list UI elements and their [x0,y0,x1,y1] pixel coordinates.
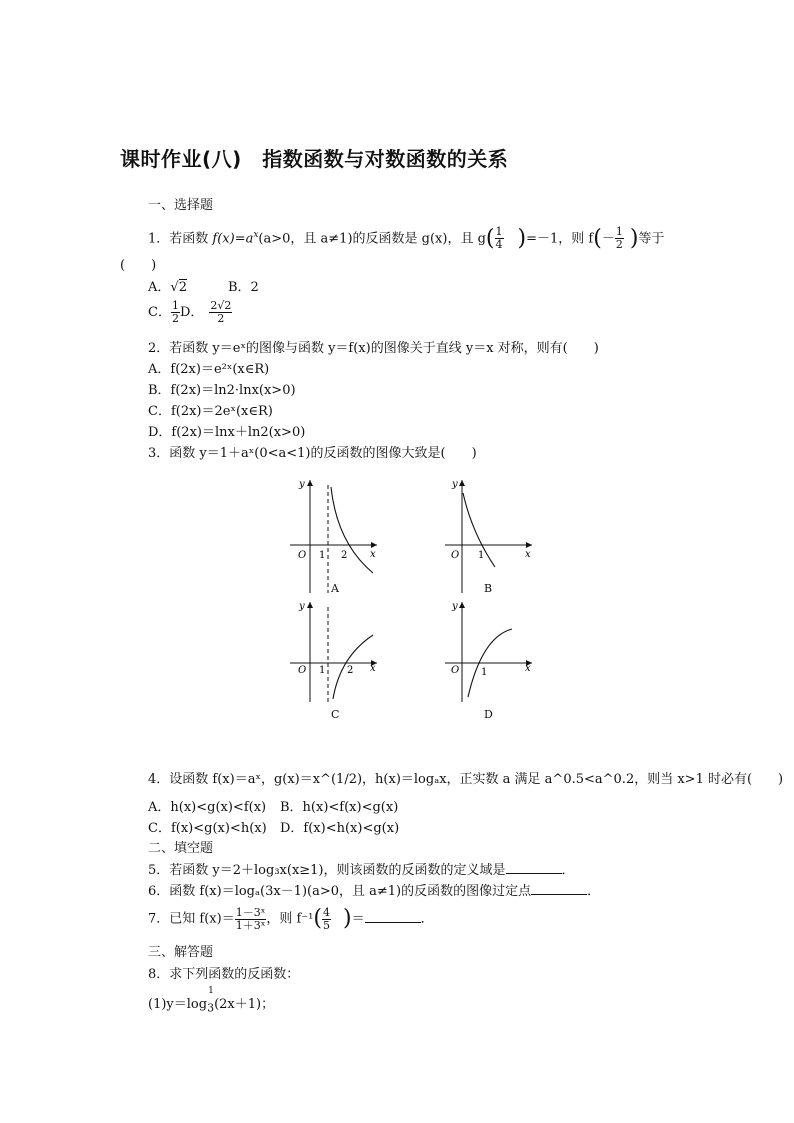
graph-c-caption: C [331,708,340,721]
graph-d-tick-1: 1 [481,667,488,678]
q3-stem: 3．函数 y＝1＋aˣ(0<a<1)的反函数的图像大致是( ) [148,446,477,461]
q1-text-c: (a>0，且 a≠1)的反函数是 g(x)，且 g [258,231,486,247]
q6-answer-blank[interactable] [531,882,587,895]
graph-c-tick-1: 1 [319,665,326,676]
q8-part1: (1)y＝log 1 $_3$(2x＋1)； [148,986,275,1015]
graph-d-caption: D [484,708,493,721]
graph-d-x-label: x [525,663,531,674]
q5-stem: 5．若函数 y＝2＋log₃x(x≥1)，则该函数的反函数的定义域是 ． [148,863,575,878]
q4-option-d: D．f(x)<h(x)<g(x) [280,821,400,836]
q2-option-d: D．f(2x)＝lnx＋ln2(x>0) [148,425,306,440]
q7-stem: 7．已知 f(x)＝ $\frac{\text{1－3ˣ}}{\text{1＋3ˣ}}$ ，则 f⁻¹( $\frac{4}{5}$ )＝ ． [148,905,434,932]
graph-b-x-label: x [525,549,531,560]
section-fill: 二、填空题 [148,841,214,856]
q7-answer-blank[interactable] [365,910,421,923]
graph-b-origin: O [451,550,460,561]
graph-a-tick-1: 1 [319,550,326,561]
q1-frac1: $\frac{1}{4}$ [495,225,503,252]
q6-stem: 6．函数 f(x)＝logₐ(3x－1)(a>0，且 a≠1)的反函数的图像过定点 ． [148,884,601,899]
graph-d-y-label: y [452,601,458,612]
q1-text-e: 等于 [638,231,665,247]
graph-b-tick-1: 1 [478,550,485,561]
q2-option-c: C．f(2x)＝2eˣ(x∈R) [148,404,273,419]
graph-a-tick-2: 2 [341,550,348,561]
graph-c [285,597,385,707]
graph-a-origin: O [298,550,307,561]
graph-c-x-label: x [370,663,376,674]
q4-option-c: C．f(x)<g(x)<h(x) [148,821,267,836]
q1-option-a: A．√2 [148,280,187,295]
section-solve: 三、解答题 [148,945,214,960]
graph-c-origin: O [298,665,307,676]
graph-a-x-label: x [370,549,376,560]
graph-c-tick-2: 2 [347,665,354,676]
q1-func: f(x)=a [212,231,254,247]
graph-c-y-label: y [299,601,305,612]
q1-text-d: =－1，则 f [526,231,594,247]
q5-answer-blank[interactable] [506,861,562,874]
graph-a-y-label: y [299,479,305,490]
q1-option-cd: C． $\frac{1}{2}$ D． $\frac{2√2}{2}$ [148,299,232,325]
q4-option-a: A．h(x)<g(x)<f(x) [148,800,267,815]
q1-stem: 1．若函数 $f(x)=a^x(a>0$，且 a≠1)的反函数是 g(x)，且 g( $\frac{1}{4}$ )=－1，则 f(－ $\frac{1}{2}$ )等于 [148,225,665,252]
q2-option-a: A．f(2x)＝e²ˣ(x∈R) [148,362,270,377]
q2-stem: 2．若函数 y＝eˣ的图像与函数 y＝f(x)的图像关于直线 y＝x 对称，则有( ) [148,341,599,356]
q1-frac2: $\frac{1}{2}$ [615,225,623,252]
q8-stem: 8．求下列函数的反函数： [148,967,300,982]
q4-stem: 4．设函数 f(x)＝aˣ，g(x)＝x^(1/2)，h(x)＝logₐx，正实数 a 满足 a^0.5<a^0.2，则当 x>1 时必有( ) [148,772,784,787]
graph-b-caption: B [484,582,493,595]
q1-text-a: 1．若函数 [148,231,213,247]
graph-d [440,597,540,707]
graph-d-origin: O [451,665,460,676]
q2-option-b: B．f(2x)＝ln2·lnx(x>0) [148,383,296,398]
section-choice: 一、选择题 [148,198,214,213]
page-title: 课时作业(八) 指数函数与对数函数的关系 [120,147,509,171]
graph-b-y-label: y [452,479,458,490]
q1-option-b: B．2 [228,280,259,295]
graph-a-caption: A [331,582,339,595]
q1-paren: ( ) [120,258,157,273]
q4-option-b: B．h(x)<f(x)<g(x) [280,800,399,815]
